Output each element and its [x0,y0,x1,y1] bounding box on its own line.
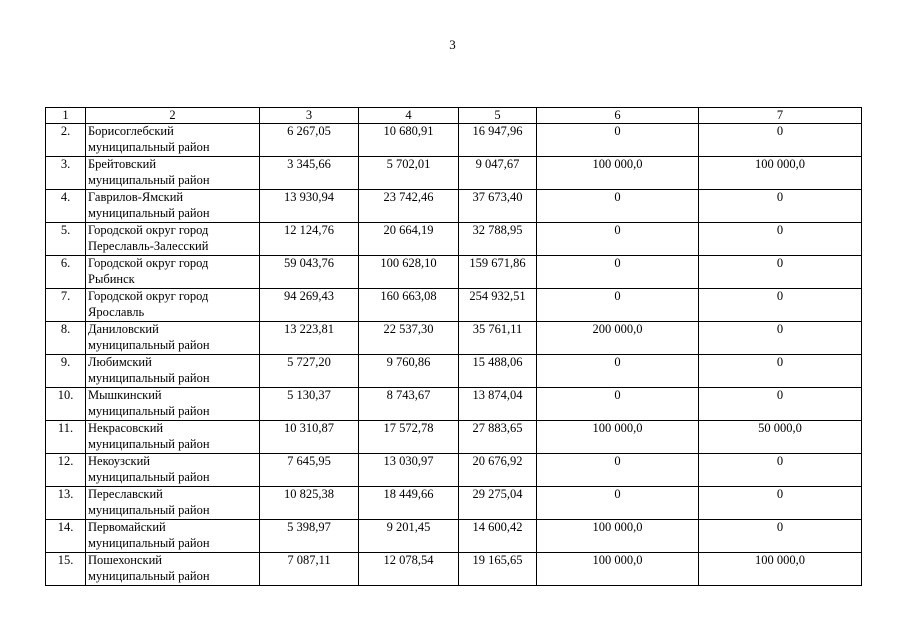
header-cell-6: 6 [537,108,699,124]
municipality-name-line-2: муниципальный район [88,139,210,154]
municipality-name-line-2: муниципальный район [88,502,210,517]
value-col-6: 0 [537,256,699,289]
value-col-7: 100 000,0 [699,157,862,190]
municipality-name-line-1: Борисоглебский [88,124,174,138]
value-col-5: 20 676,92 [459,454,537,487]
value-col-5: 19 165,65 [459,553,537,586]
value-col-7: 0 [699,322,862,355]
municipality-name-line-1: Некрасовский [88,421,164,435]
header-cell-7: 7 [699,108,862,124]
municipality-name-line-2: муниципальный район [88,403,210,418]
table-row [46,388,862,421]
table-row [46,223,862,256]
budget-table [45,107,862,586]
value-col-7: 0 [699,355,862,388]
value-col-5: 254 932,51 [459,289,537,322]
municipality-name-line-2: муниципальный район [88,436,210,451]
value-col-3: 5 727,20 [260,355,359,388]
value-col-4: 8 743,67 [359,388,459,421]
municipality-name-line-1: Гаврилов-Ямский [88,190,184,204]
table-row [46,355,862,388]
municipality-name-line-2: муниципальный район [88,568,210,583]
municipality-name [86,355,260,388]
municipality-name [86,256,260,289]
value-col-3: 7 645,95 [260,454,359,487]
header-cell-1: 1 [46,108,86,124]
municipality-name-line-2: муниципальный район [88,370,210,385]
municipality-name-line-1: Мышкинский [88,388,162,402]
municipality-name [86,124,260,157]
table-row [46,553,862,586]
municipality-name [86,322,260,355]
value-col-7: 0 [699,454,862,487]
municipality-name [86,223,260,256]
value-col-3: 94 269,43 [260,289,359,322]
value-col-3: 13 223,81 [260,322,359,355]
value-col-5: 27 883,65 [459,421,537,454]
value-col-4: 160 663,08 [359,289,459,322]
municipality-name-line-2: муниципальный район [88,469,210,484]
value-col-3: 10 825,38 [260,487,359,520]
table-row [46,256,862,289]
value-col-4: 12 078,54 [359,553,459,586]
value-col-6: 0 [537,454,699,487]
value-col-6: 100 000,0 [537,157,699,190]
value-col-4: 9 760,86 [359,355,459,388]
value-col-3: 6 267,05 [260,124,359,157]
value-col-7: 0 [699,256,862,289]
value-col-4: 18 449,66 [359,487,459,520]
value-col-4: 23 742,46 [359,190,459,223]
row-number: 2. [46,124,86,157]
value-col-7: 0 [699,190,862,223]
row-number: 14. [46,520,86,553]
table-row [46,157,862,190]
value-col-4: 5 702,01 [359,157,459,190]
municipality-name [86,289,260,322]
header-cell-5: 5 [459,108,537,124]
row-number: 7. [46,289,86,322]
value-col-3: 5 130,37 [260,388,359,421]
value-col-7: 0 [699,487,862,520]
table-row [46,487,862,520]
value-col-5: 159 671,86 [459,256,537,289]
value-col-6: 100 000,0 [537,520,699,553]
value-col-7: 0 [699,289,862,322]
value-col-6: 0 [537,223,699,256]
header-cell-2: 2 [86,108,260,124]
value-col-3: 13 930,94 [260,190,359,223]
municipality-name [86,421,260,454]
value-col-6: 0 [537,487,699,520]
header-cell-3: 3 [260,108,359,124]
municipality-name [86,388,260,421]
table-row [46,190,862,223]
municipality-name-line-2: муниципальный район [88,205,210,220]
table-row [46,289,862,322]
municipality-name-line-2: муниципальный район [88,535,210,550]
municipality-name [86,487,260,520]
value-col-3: 59 043,76 [260,256,359,289]
municipality-name-line-1: Даниловский [88,322,159,336]
value-col-7: 0 [699,520,862,553]
municipality-name-line-2: муниципальный район [88,172,210,187]
value-col-7: 50 000,0 [699,421,862,454]
value-col-6: 0 [537,388,699,421]
row-number: 10. [46,388,86,421]
municipality-name-line-1: Пошехонский [88,553,162,567]
table-body [46,108,862,586]
value-col-5: 29 275,04 [459,487,537,520]
value-col-7: 100 000,0 [699,553,862,586]
municipality-name-line-1: Любимский [88,355,152,369]
municipality-name [86,454,260,487]
row-number: 13. [46,487,86,520]
row-number: 4. [46,190,86,223]
value-col-6: 0 [537,355,699,388]
table-row [46,124,862,157]
municipality-name [86,157,260,190]
municipality-name-line-2: Рыбинск [88,271,135,286]
value-col-5: 14 600,42 [459,520,537,553]
value-col-3: 3 345,66 [260,157,359,190]
row-number: 11. [46,421,86,454]
row-number: 6. [46,256,86,289]
value-col-6: 0 [537,190,699,223]
header-cell-4: 4 [359,108,459,124]
value-col-6: 0 [537,289,699,322]
value-col-7: 0 [699,223,862,256]
value-col-6: 100 000,0 [537,421,699,454]
value-col-4: 10 680,91 [359,124,459,157]
row-number: 9. [46,355,86,388]
table-row [46,520,862,553]
row-number: 12. [46,454,86,487]
municipality-name [86,553,260,586]
row-number: 5. [46,223,86,256]
value-col-5: 16 947,96 [459,124,537,157]
municipality-name-line-1: Первомайский [88,520,166,534]
value-col-5: 37 673,40 [459,190,537,223]
table-row [46,454,862,487]
value-col-4: 9 201,45 [359,520,459,553]
municipality-name-line-2: Ярославль [88,304,145,319]
page-number: 3 [449,37,456,52]
municipality-name-line-1: Некоузский [88,454,150,468]
value-col-4: 22 537,30 [359,322,459,355]
municipality-name-line-2: муниципальный район [88,337,210,352]
municipality-name-line-1: Городской округ город [88,223,209,237]
value-col-6: 200 000,0 [537,322,699,355]
municipality-name [86,520,260,553]
value-col-7: 0 [699,388,862,421]
value-col-5: 35 761,11 [459,322,537,355]
table-row [46,322,862,355]
value-col-4: 20 664,19 [359,223,459,256]
value-col-6: 0 [537,124,699,157]
value-col-4: 13 030,97 [359,454,459,487]
value-col-5: 13 874,04 [459,388,537,421]
value-col-5: 9 047,67 [459,157,537,190]
municipality-name-line-2: Переславль-Залесский [88,238,209,253]
municipality-name-line-1: Городской округ город [88,256,209,270]
value-col-3: 10 310,87 [260,421,359,454]
municipality-name-line-1: Брейтовский [88,157,157,171]
municipality-name [86,190,260,223]
value-col-7: 0 [699,124,862,157]
value-col-5: 15 488,06 [459,355,537,388]
municipality-name-line-1: Переславский [88,487,163,501]
value-col-5: 32 788,95 [459,223,537,256]
value-col-6: 100 000,0 [537,553,699,586]
row-number: 8. [46,322,86,355]
value-col-3: 7 087,11 [260,553,359,586]
table-header-row [46,108,862,124]
value-col-3: 5 398,97 [260,520,359,553]
table-row [46,421,862,454]
row-number: 15. [46,553,86,586]
value-col-4: 17 572,78 [359,421,459,454]
value-col-3: 12 124,76 [260,223,359,256]
value-col-4: 100 628,10 [359,256,459,289]
row-number: 3. [46,157,86,190]
municipality-name-line-1: Городской округ город [88,289,209,303]
